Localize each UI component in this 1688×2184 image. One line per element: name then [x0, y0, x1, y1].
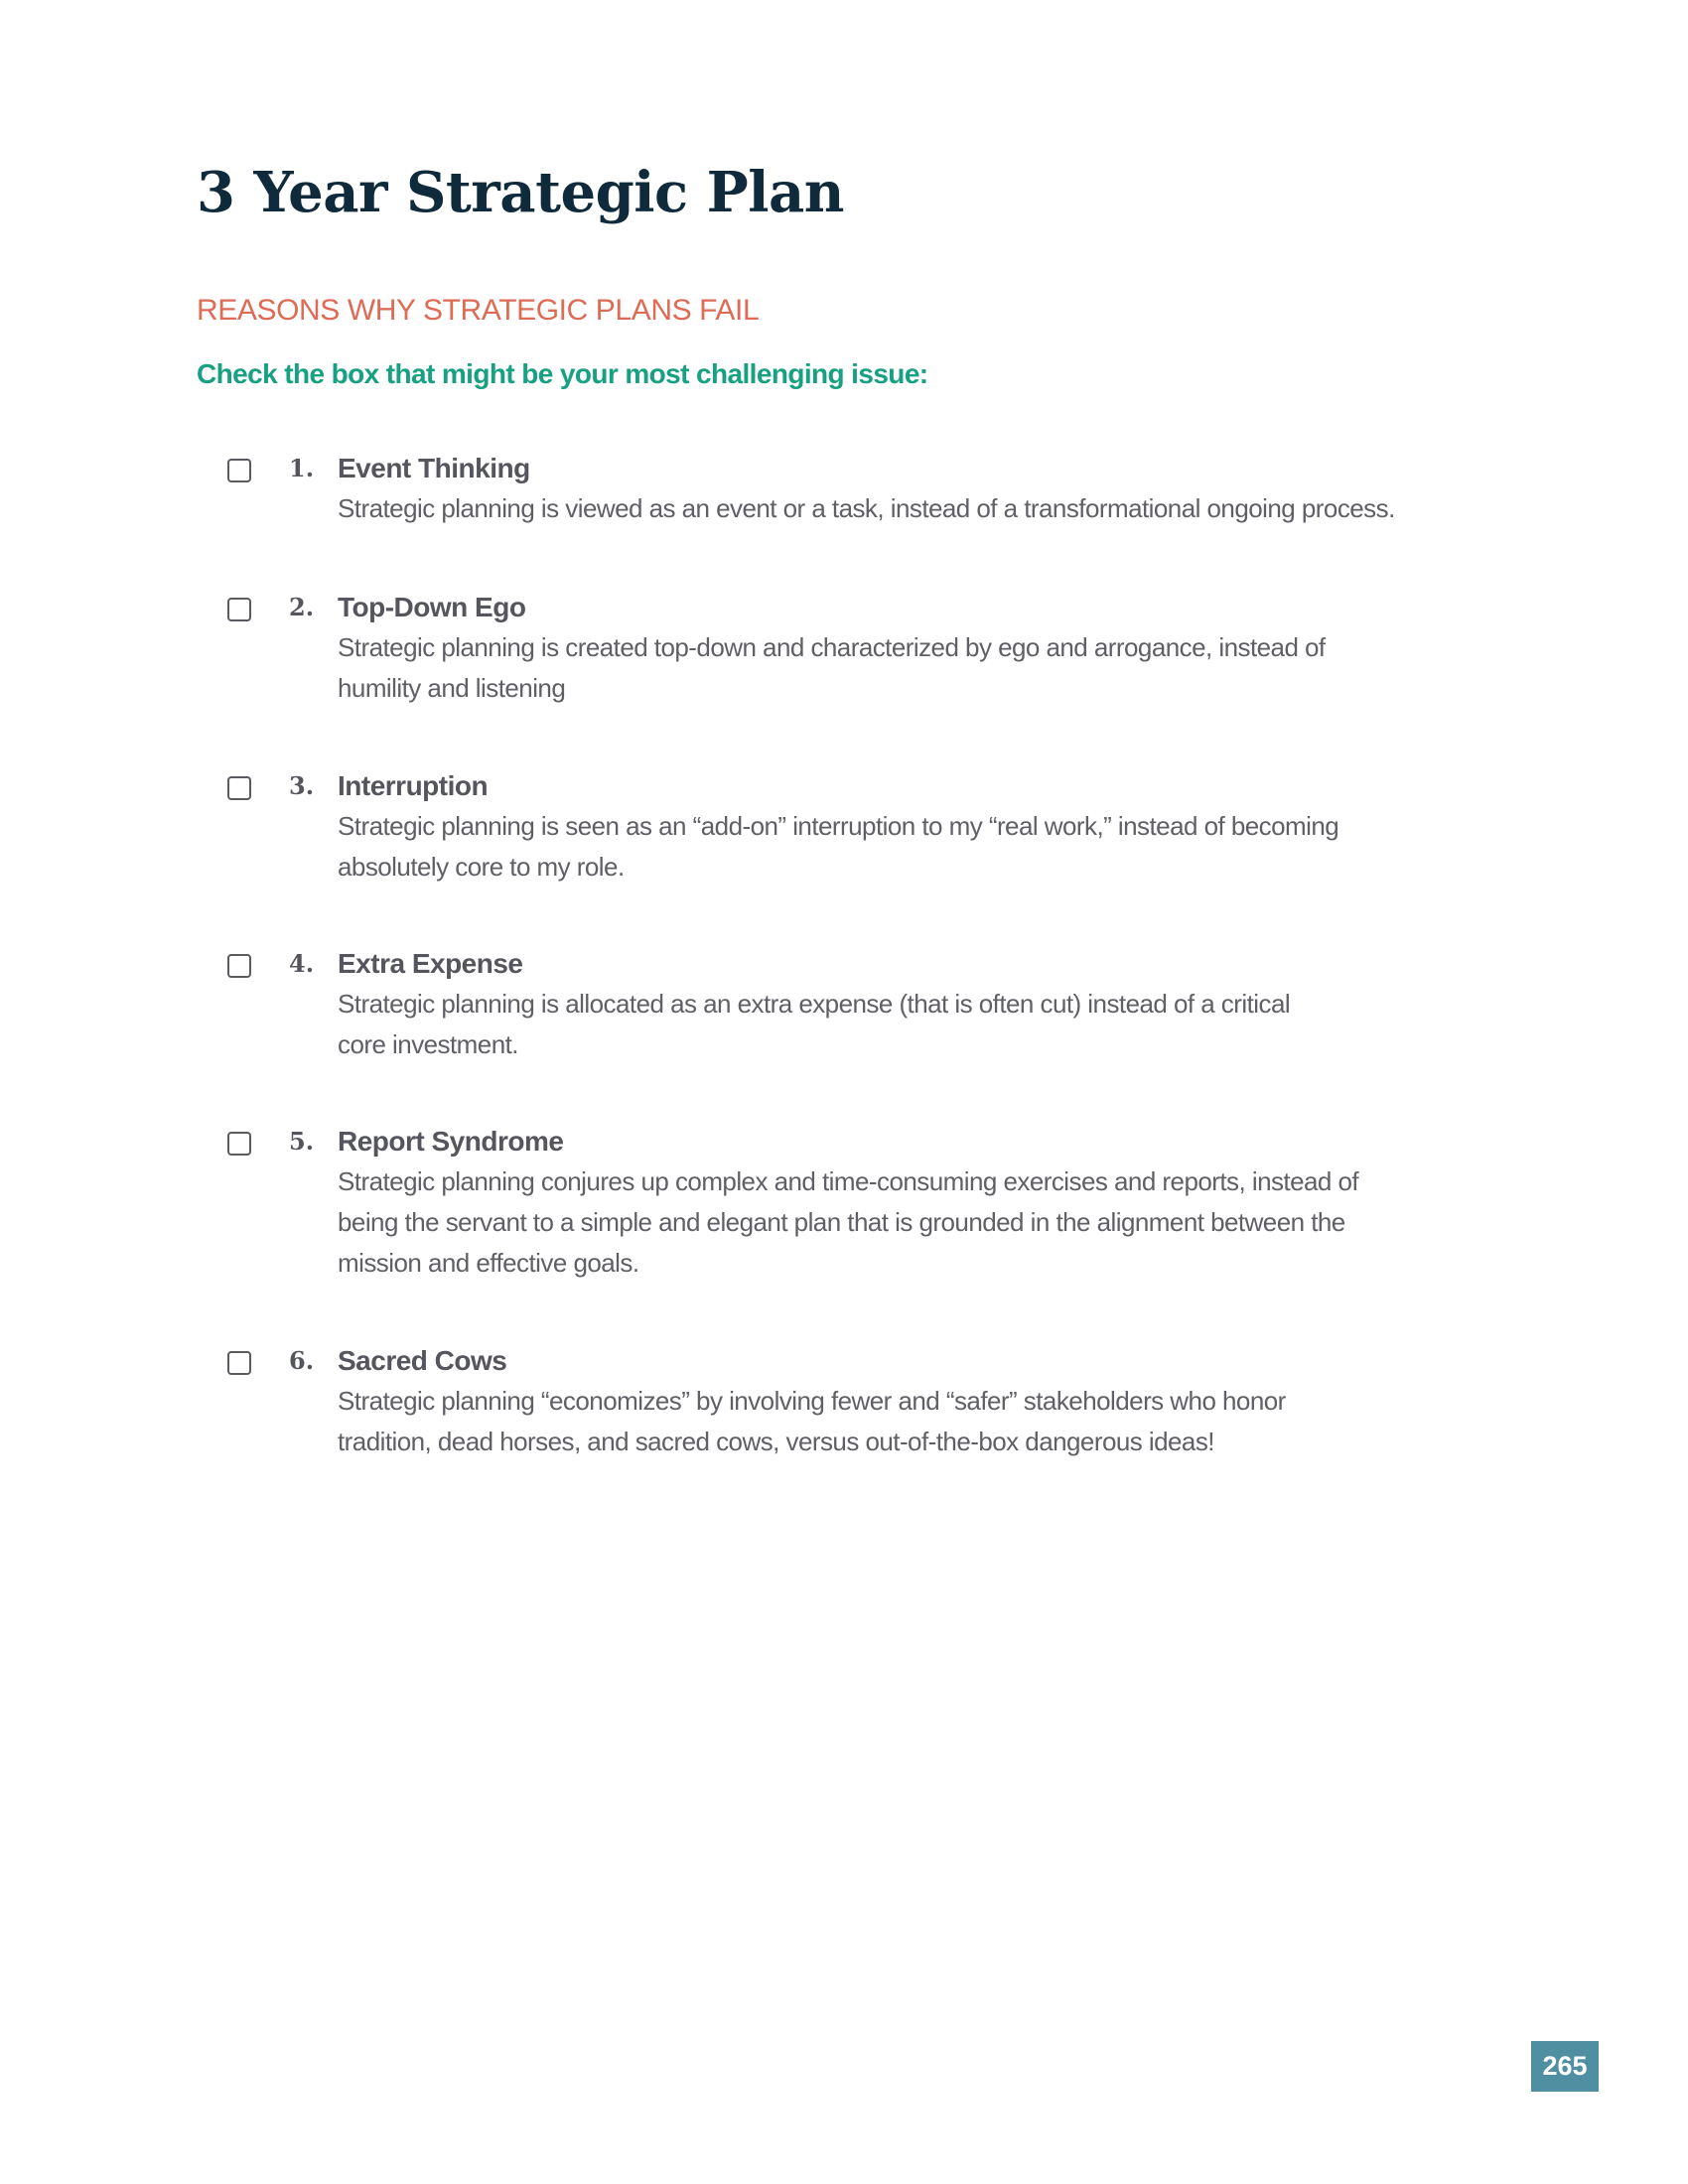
checkbox-interruption[interactable] — [227, 776, 251, 800]
description-line: mission and effective goals. — [338, 1248, 639, 1278]
checkbox-sacred-cows[interactable] — [227, 1351, 251, 1375]
description-line: Strategic planning is seen as an “add-on” interruption to my “real work,” instead of becoming — [338, 811, 1339, 841]
section-subheading: REASONS WHY STRATEGIC PLANS FAIL — [197, 294, 760, 327]
description-line: being the servant to a simple and elegant plan that is grounded in the alignment between the — [338, 1207, 1345, 1237]
item-heading: Interruption — [338, 770, 489, 801]
checkbox-report-syndrome[interactable] — [227, 1132, 251, 1156]
item-description — [338, 806, 1338, 887]
description-line: Strategic planning conjures up complex and time-consuming exercises and reports, instead of — [338, 1166, 1359, 1196]
page-title: 3 Year Strategic Plan — [197, 160, 844, 225]
item-heading: Sacred Cows — [338, 1345, 507, 1376]
item-description — [338, 1161, 1358, 1284]
item-heading: Report Syndrome — [338, 1126, 564, 1157]
description-line: humility and listening — [338, 673, 566, 703]
item-number: 4. — [289, 949, 315, 978]
item-number: 5. — [289, 1127, 315, 1156]
checkbox-extra-expense[interactable] — [227, 954, 251, 978]
item-number: 6. — [289, 1346, 315, 1375]
description-line: absolutely core to my role. — [338, 852, 625, 882]
description-line: Strategic planning “economizes” by involving fewer and “safer” stakeholders who honor — [338, 1386, 1286, 1416]
item-description — [338, 984, 1290, 1065]
item-number: 2. — [289, 593, 315, 621]
description-line: core investment. — [338, 1029, 518, 1059]
item-heading: Extra Expense — [338, 948, 523, 979]
description-line: tradition, dead horses, and sacred cows, versus out-of-the-box dangerous ideas! — [338, 1427, 1214, 1456]
item-heading: Top-Down Ego — [338, 592, 526, 622]
description-line: Strategic planning is allocated as an extra expense (that is often cut) instead of a critical — [338, 989, 1291, 1019]
checkbox-top-down-ego[interactable] — [227, 598, 251, 621]
item-description — [338, 627, 1326, 709]
item-description — [338, 488, 1395, 529]
item-description — [338, 1381, 1286, 1462]
checkbox-event-thinking[interactable] — [227, 459, 251, 482]
item-number: 1. — [289, 454, 315, 482]
description-line: Strategic planning is created top-down and characterized by ego and arrogance, instead of — [338, 632, 1326, 662]
description-line: Strategic planning is viewed as an event or a task, instead of a transformational ongoing process. — [338, 493, 1395, 523]
instruction-text: Check the box that might be your most challenging issue: — [197, 358, 928, 389]
item-heading: Event Thinking — [338, 453, 530, 483]
item-number: 3. — [289, 771, 315, 800]
page-number-badge: 265 — [1531, 2041, 1599, 2092]
